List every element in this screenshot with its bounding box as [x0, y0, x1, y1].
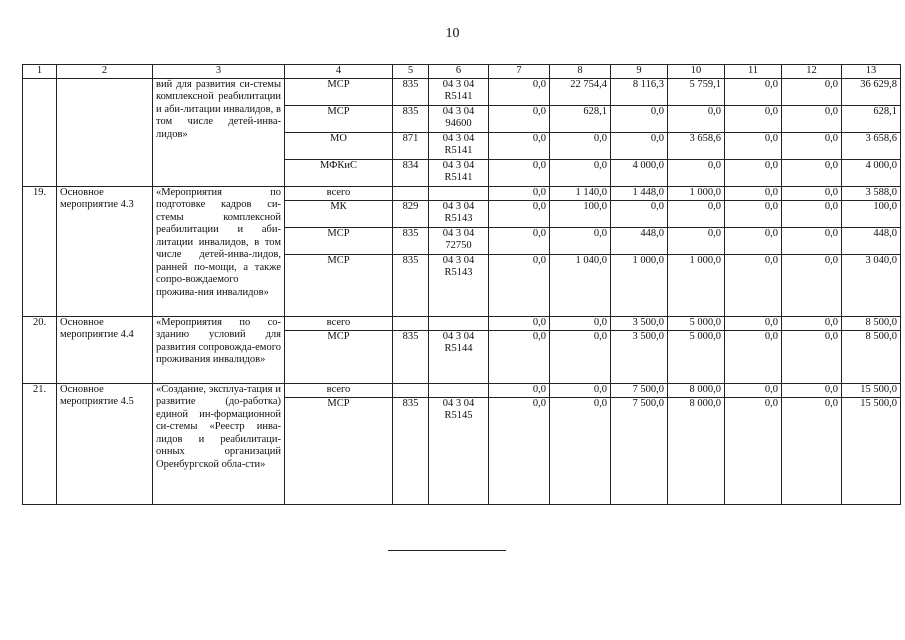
value-10: 1 000,0 — [668, 186, 725, 200]
value-11: 0,0 — [725, 105, 782, 132]
value-11: 0,0 — [725, 383, 782, 397]
executor: МФКиС — [285, 159, 393, 186]
budget-code: 04 3 04 R5141 — [429, 159, 489, 186]
value-9: 448,0 — [611, 227, 668, 254]
executor: всего — [285, 383, 393, 397]
value-10: 8 000,0 — [668, 397, 725, 504]
footer-divider — [388, 550, 506, 551]
measure-name: Основное мероприятие 4.4 — [57, 316, 153, 383]
value-12: 0,0 — [782, 186, 842, 200]
executor: МСР — [285, 227, 393, 254]
value-10: 0,0 — [668, 200, 725, 227]
grbs-code: 834 — [393, 159, 429, 186]
value-11: 0,0 — [725, 200, 782, 227]
grbs-code: 835 — [393, 330, 429, 383]
value-11: 0,0 — [725, 330, 782, 383]
page-number: 10 — [445, 26, 460, 41]
value-7: 0,0 — [489, 330, 550, 383]
header-row — [23, 65, 901, 79]
header-cell: 10 — [668, 65, 725, 79]
header-cell: 13 — [842, 65, 901, 79]
budget-code: 04 3 04 R5145 — [429, 397, 489, 504]
value-8: 0,0 — [550, 330, 611, 383]
grbs-code: 835 — [393, 227, 429, 254]
grbs-code: 835 — [393, 105, 429, 132]
value-12: 0,0 — [782, 227, 842, 254]
measure-description: вий для развития си-стемы комплексной реабилитации и аби-литации инвалидов, в том числе детей-инва-лидов» — [153, 78, 285, 186]
grbs-code: 835 — [393, 397, 429, 504]
value-13: 628,1 — [842, 105, 901, 132]
header-cell: 1 — [23, 65, 57, 79]
value-13: 8 500,0 — [842, 316, 901, 330]
value-13: 36 629,8 — [842, 78, 901, 105]
budget-code: 04 3 04 94600 — [429, 105, 489, 132]
value-9: 8 116,3 — [611, 78, 668, 105]
value-7: 0,0 — [489, 78, 550, 105]
executor: МК — [285, 200, 393, 227]
row-number: 20. — [23, 316, 57, 383]
table-row — [23, 78, 901, 105]
value-7: 0,0 — [489, 105, 550, 132]
value-8: 1 140,0 — [550, 186, 611, 200]
value-10: 5 000,0 — [668, 316, 725, 330]
value-9: 3 500,0 — [611, 330, 668, 383]
value-13: 100,0 — [842, 200, 901, 227]
header-cell: 4 — [285, 65, 393, 79]
header-cell: 6 — [429, 65, 489, 79]
value-8: 0,0 — [550, 227, 611, 254]
executor: МСР — [285, 254, 393, 316]
grbs-code: 829 — [393, 200, 429, 227]
value-7: 0,0 — [489, 254, 550, 316]
value-7: 0,0 — [489, 132, 550, 159]
value-10: 0,0 — [668, 227, 725, 254]
value-10: 3 658,6 — [668, 132, 725, 159]
value-12: 0,0 — [782, 316, 842, 330]
row-number: 21. — [23, 383, 57, 504]
measure-description: «Мероприятия по со-зданию условий для развития сопровожда-емого проживания инвалидов» — [153, 316, 285, 383]
value-8: 628,1 — [550, 105, 611, 132]
value-9: 7 500,0 — [611, 383, 668, 397]
value-11: 0,0 — [725, 397, 782, 504]
budget-code: 04 3 04 R5141 — [429, 132, 489, 159]
value-11: 0,0 — [725, 254, 782, 316]
header-cell: 11 — [725, 65, 782, 79]
value-12: 0,0 — [782, 105, 842, 132]
budget-code: 04 3 04 R5143 — [429, 254, 489, 316]
value-13: 3 040,0 — [842, 254, 901, 316]
table-row — [23, 383, 901, 397]
header-cell: 3 — [153, 65, 285, 79]
budget-code: 04 3 04 R5141 — [429, 78, 489, 105]
budget-code: 04 3 04 R5144 — [429, 330, 489, 383]
grbs-code — [393, 316, 429, 330]
executor: МСР — [285, 330, 393, 383]
value-9: 0,0 — [611, 132, 668, 159]
grbs-code: 835 — [393, 78, 429, 105]
value-12: 0,0 — [782, 132, 842, 159]
value-12: 0,0 — [782, 159, 842, 186]
value-10: 5 000,0 — [668, 330, 725, 383]
value-10: 5 759,1 — [668, 78, 725, 105]
value-9: 0,0 — [611, 200, 668, 227]
budget-code — [429, 316, 489, 330]
table-row — [23, 186, 901, 200]
budget-code — [429, 383, 489, 397]
value-9: 0,0 — [611, 105, 668, 132]
measure-description: «Мероприятия по подготовке кадров си-стемы комплексной реабилитации и аби-литации инвалидов, в том числе детей-инва-лидов, ранней по-мощи, а также сопро-вождаемого прожива-ния инвалидов» — [153, 186, 285, 316]
value-12: 0,0 — [782, 78, 842, 105]
measure-description: «Создание, эксплуа-тация и развитие (до-работка) единой ин-формационной си-стемы «Реестр инва-лидов и реабилитаци-онных организаций Оренбургской обла-сти» — [153, 383, 285, 504]
value-11: 0,0 — [725, 159, 782, 186]
value-12: 0,0 — [782, 200, 842, 227]
value-9: 3 500,0 — [611, 316, 668, 330]
value-8: 0,0 — [550, 397, 611, 504]
executor: МО — [285, 132, 393, 159]
value-7: 0,0 — [489, 186, 550, 200]
measure-name: Основное мероприятие 4.3 — [57, 186, 153, 316]
value-11: 0,0 — [725, 227, 782, 254]
value-8: 22 754,4 — [550, 78, 611, 105]
value-8: 0,0 — [550, 159, 611, 186]
value-13: 4 000,0 — [842, 159, 901, 186]
value-9: 4 000,0 — [611, 159, 668, 186]
value-8: 1 040,0 — [550, 254, 611, 316]
header-cell: 12 — [782, 65, 842, 79]
value-11: 0,0 — [725, 186, 782, 200]
value-7: 0,0 — [489, 159, 550, 186]
budget-code — [429, 186, 489, 200]
executor: МСР — [285, 78, 393, 105]
value-8: 0,0 — [550, 383, 611, 397]
value-8: 0,0 — [550, 316, 611, 330]
value-7: 0,0 — [489, 383, 550, 397]
value-8: 0,0 — [550, 132, 611, 159]
row-number — [23, 78, 57, 186]
executor: МСР — [285, 397, 393, 504]
grbs-code: 871 — [393, 132, 429, 159]
value-11: 0,0 — [725, 316, 782, 330]
budget-code: 04 3 04 72750 — [429, 227, 489, 254]
value-7: 0,0 — [489, 397, 550, 504]
value-7: 0,0 — [489, 316, 550, 330]
value-13: 3 658,6 — [842, 132, 901, 159]
budget-table — [22, 64, 901, 505]
value-10: 0,0 — [668, 105, 725, 132]
value-12: 0,0 — [782, 254, 842, 316]
executor: МСР — [285, 105, 393, 132]
header-cell: 2 — [57, 65, 153, 79]
grbs-code: 835 — [393, 254, 429, 316]
executor: всего — [285, 316, 393, 330]
budget-code: 04 3 04 R5143 — [429, 200, 489, 227]
value-12: 0,0 — [782, 397, 842, 504]
value-11: 0,0 — [725, 78, 782, 105]
grbs-code — [393, 186, 429, 200]
measure-name — [57, 78, 153, 186]
value-10: 0,0 — [668, 159, 725, 186]
value-7: 0,0 — [489, 200, 550, 227]
header-cell: 7 — [489, 65, 550, 79]
header-cell: 9 — [611, 65, 668, 79]
measure-name: Основное мероприятие 4.5 — [57, 383, 153, 504]
value-9: 1 000,0 — [611, 254, 668, 316]
value-11: 0,0 — [725, 132, 782, 159]
value-13: 8 500,0 — [842, 330, 901, 383]
header-cell: 8 — [550, 65, 611, 79]
value-13: 15 500,0 — [842, 383, 901, 397]
executor: всего — [285, 186, 393, 200]
value-10: 1 000,0 — [668, 254, 725, 316]
value-9: 1 448,0 — [611, 186, 668, 200]
row-number: 19. — [23, 186, 57, 316]
value-8: 100,0 — [550, 200, 611, 227]
value-12: 0,0 — [782, 383, 842, 397]
table-row — [23, 316, 901, 330]
value-9: 7 500,0 — [611, 397, 668, 504]
grbs-code — [393, 383, 429, 397]
value-13: 3 588,0 — [842, 186, 901, 200]
value-10: 8 000,0 — [668, 383, 725, 397]
value-12: 0,0 — [782, 330, 842, 383]
value-13: 15 500,0 — [842, 397, 901, 504]
header-cell: 5 — [393, 65, 429, 79]
value-7: 0,0 — [489, 227, 550, 254]
value-13: 448,0 — [842, 227, 901, 254]
